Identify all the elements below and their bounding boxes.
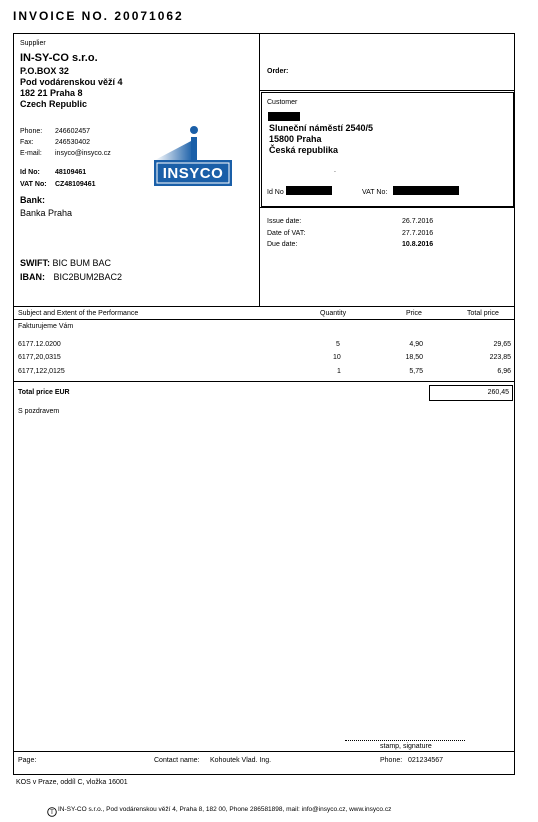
row-quantity: 1: [337, 368, 341, 375]
iban-label: IBAN:: [20, 272, 45, 282]
col-header-quantity: Quantity: [320, 310, 347, 317]
col-header-price: Price: [406, 310, 422, 317]
supplier-address-3: 182 21 Praha 8: [20, 88, 83, 98]
swift-row: [20, 258, 111, 269]
supplier-divider: [259, 34, 260, 307]
header-bottom-rule: [14, 306, 514, 307]
email-label: E-mail:: [20, 150, 42, 157]
table-header-rule: [14, 319, 514, 320]
issue-date-value: 26.7.2016: [402, 218, 434, 225]
row-price: 4,90: [409, 341, 423, 348]
footer-phone-value: 021234567: [408, 757, 444, 764]
customer-address-1: Sluneční náměstí 2540/5: [269, 123, 374, 133]
row-item: 6177.12.0200: [18, 341, 61, 348]
supplier-address-2: Pod vodárenskou věží 4: [20, 77, 123, 87]
bank-value: Banka Praha: [20, 208, 73, 218]
svg-text:T: T: [50, 810, 54, 817]
greeting: S pozdravem: [18, 408, 60, 415]
row-quantity: 5: [336, 341, 340, 348]
vat-date-label: Date of VAT:: [267, 230, 306, 237]
supplier-label: Supplier: [20, 40, 46, 47]
swift-label: SWIFT:: [20, 258, 50, 268]
table-intro: Fakturujeme Vám: [18, 323, 74, 330]
order-bottom-rule: [260, 90, 514, 91]
insyco-logo: [153, 124, 233, 188]
footer-rule: [14, 751, 514, 752]
fax-label: Fax:: [20, 139, 34, 146]
supplier-id-label: Id No:: [20, 169, 40, 176]
row-total: 223,85: [489, 354, 511, 361]
customer-name-redaction: [268, 112, 300, 121]
row-item: 6177,122,0125: [18, 368, 65, 375]
iban-row: [20, 272, 122, 283]
row-item: 6177,20,0315: [18, 354, 61, 361]
row-price: 5,75: [409, 368, 423, 375]
page-label: Page:: [18, 757, 37, 764]
due-date-label: Due date:: [267, 241, 298, 248]
contact-name-label: Contact name:: [154, 757, 200, 764]
supplier-name: IN-SY-CO s.r.o.: [20, 52, 98, 64]
contact-name-value: Kohoutek Vlad. Ing.: [210, 757, 272, 764]
col-header-subject: Subject and Extent of the Performance: [18, 310, 139, 317]
footer-phone-label: Phone:: [380, 757, 403, 764]
vat-date-value: 27.7.2016: [402, 230, 434, 237]
supplier-address-1: P.O.BOX 32: [20, 66, 69, 76]
row-quantity: 10: [333, 354, 341, 361]
phone-value: 246602457: [55, 128, 91, 135]
row-price: 18,50: [405, 354, 423, 361]
signature-dotted-line: [345, 740, 465, 741]
footer-logo-icon: [47, 804, 57, 822]
row-total: 6,96: [497, 368, 511, 375]
fax-value: 246530402: [55, 139, 91, 146]
col-header-total: Total price: [467, 310, 499, 317]
iban-value: BIC2BUM2BAC2: [53, 272, 123, 282]
order-label: Order:: [267, 68, 289, 75]
email-value: insyco@insyco.cz: [55, 150, 111, 157]
footer-circle-icon: [47, 807, 57, 817]
phone-label: Phone:: [20, 128, 43, 135]
bank-label: Bank:: [20, 195, 46, 205]
supplier-vat-label: VAT No:: [20, 181, 47, 188]
supplier-id-value: 48109461: [55, 169, 87, 176]
items-bottom-rule: [14, 381, 514, 382]
logo-text: INSYCO: [162, 165, 224, 182]
due-date-value: 10.8.2016: [402, 241, 434, 248]
customer-dot: .: [334, 167, 336, 174]
supplier-address-4: Czech Republic: [20, 99, 88, 109]
total-value: 260,45: [487, 389, 509, 396]
customer-address-2: 15800 Praha: [269, 134, 322, 144]
kos-registration: KOS v Praze, oddíl C, vložka 16001: [16, 779, 128, 786]
dates-top-rule: [260, 207, 514, 208]
swift-value: BIC BUM BAC: [52, 258, 112, 268]
stamp-signature-label: stamp, signature: [380, 743, 432, 750]
customer-id-redaction: [286, 186, 332, 195]
issue-date-label: Issue date:: [267, 218, 302, 225]
invoice-title: INVOICE NO. 20071062: [13, 9, 184, 23]
customer-label: Customer: [267, 99, 298, 106]
customer-address-3: Česká republika: [269, 145, 339, 155]
customer-vat-redaction: [393, 186, 459, 195]
customer-vat-label: VAT No:: [362, 189, 388, 196]
row-total: 29,65: [493, 341, 511, 348]
customer-id-label: Id No: [267, 189, 284, 196]
total-label: Total price EUR: [18, 389, 70, 396]
footer-company-line: IN-SY-CO s.r.o., Pod vodárenskou věží 4, Praha 8, 182 00, Phone 286581898, mail: info@insyco.cz, www.insyco.cz: [58, 806, 392, 813]
supplier-vat-value: CZ48109461: [55, 181, 96, 188]
